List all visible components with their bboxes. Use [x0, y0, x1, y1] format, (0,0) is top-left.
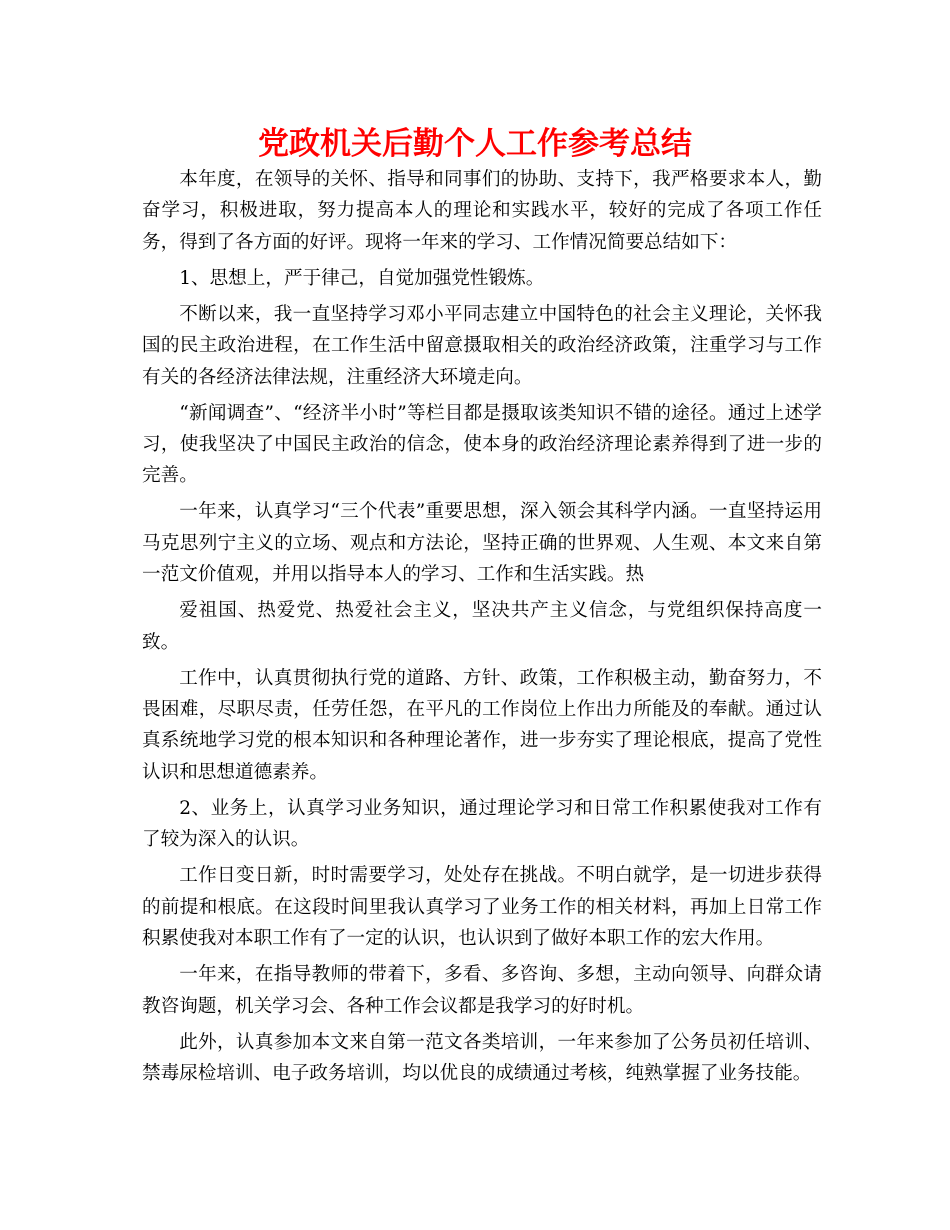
paragraph: 一年来，认真学习“三个代表”重要思想，深入领会其科学内涵。一直坚持运用马克思列宁主义的立场、观点和方法论，坚持正确的世界观、人生观、本文来自第一范文价值观，并用以指导本人的学习、工作和生活实践。热 — [142, 501, 822, 586]
paragraph: 工作日变日新，时时需要学习，处处存在挑战。不明白就学，是一切进步获得的前提和根底。在这段时间里我认真学习了业务工作的相关材料，再加上日常工作积累使我对本职工作有了一定的认识，也认识到了做好本职工作的宏大作用。 — [142, 865, 822, 950]
paragraph: 本年度，在领导的关怀、指导和同事们的协助、支持下，我严格要求本人，勤奋学习，积极进取，努力提高本人的理论和实践水平，较好的完成了各项工作任务，得到了各方面的好评。现将一年来的学习、工作情况简要总结如下： — [142, 169, 822, 253]
paragraph: 2、业务上，认真学习业务知识，通过理论学习和日常工作积累使我对工作有了较为深入的认识。 — [142, 797, 822, 851]
paragraph: 不断以来，我一直坚持学习邓小平同志建立中国特色的社会主义理论，关怀我国的民主政治进程，在工作生活中留意摄取相关的政治经济政策，注重学习与工作有关的各经济法律法规，注重经济大环境走向。 — [142, 303, 822, 388]
paragraph: 一年来，在指导教师的带着下，多看、多咨询、多想，主动向领导、向群众请教咨询题，机关学习会、各种工作会议都是我学习的好时机。 — [142, 964, 822, 1017]
paragraph: 工作中，认真贯彻执行党的道路、方针、政策，工作积极主动，勤奋努力，不畏困难，尽职尽责，任劳任怨，在平凡的工作岗位上作出力所能及的奉献。通过认真系统地学习党的根本知识和各种理论著作，进一步夯实了理论根底，提高了党性认识和思想道德素养。 — [142, 667, 822, 783]
paragraph: 此外，认真参加本文来自第一范文各类培训，一年来参加了公务员初任培训、禁毒尿检培训、电子政务培训，均以优良的成绩通过考核，纯熟掌握了业务技能。 — [142, 1031, 822, 1084]
paragraph: “新闻调查”、“经济半小时”等栏目都是摄取该类知识不错的途径。通过上述学习，使我坚决了中国民主政治的信念，使本身的政治经济理论素养得到了进一步的完善。 — [142, 402, 822, 487]
paragraph: 1、思想上，严于律己，自觉加强党性锻炼。 — [179, 267, 545, 289]
document-title: 党政机关后勤个人工作参考总结 — [258, 126, 692, 162]
paragraph: 爱祖国、热爱党、热爱社会主义，坚决共产主义信念，与党组织保持高度一致。 — [142, 600, 822, 653]
document-body — [142, 164, 822, 1094]
